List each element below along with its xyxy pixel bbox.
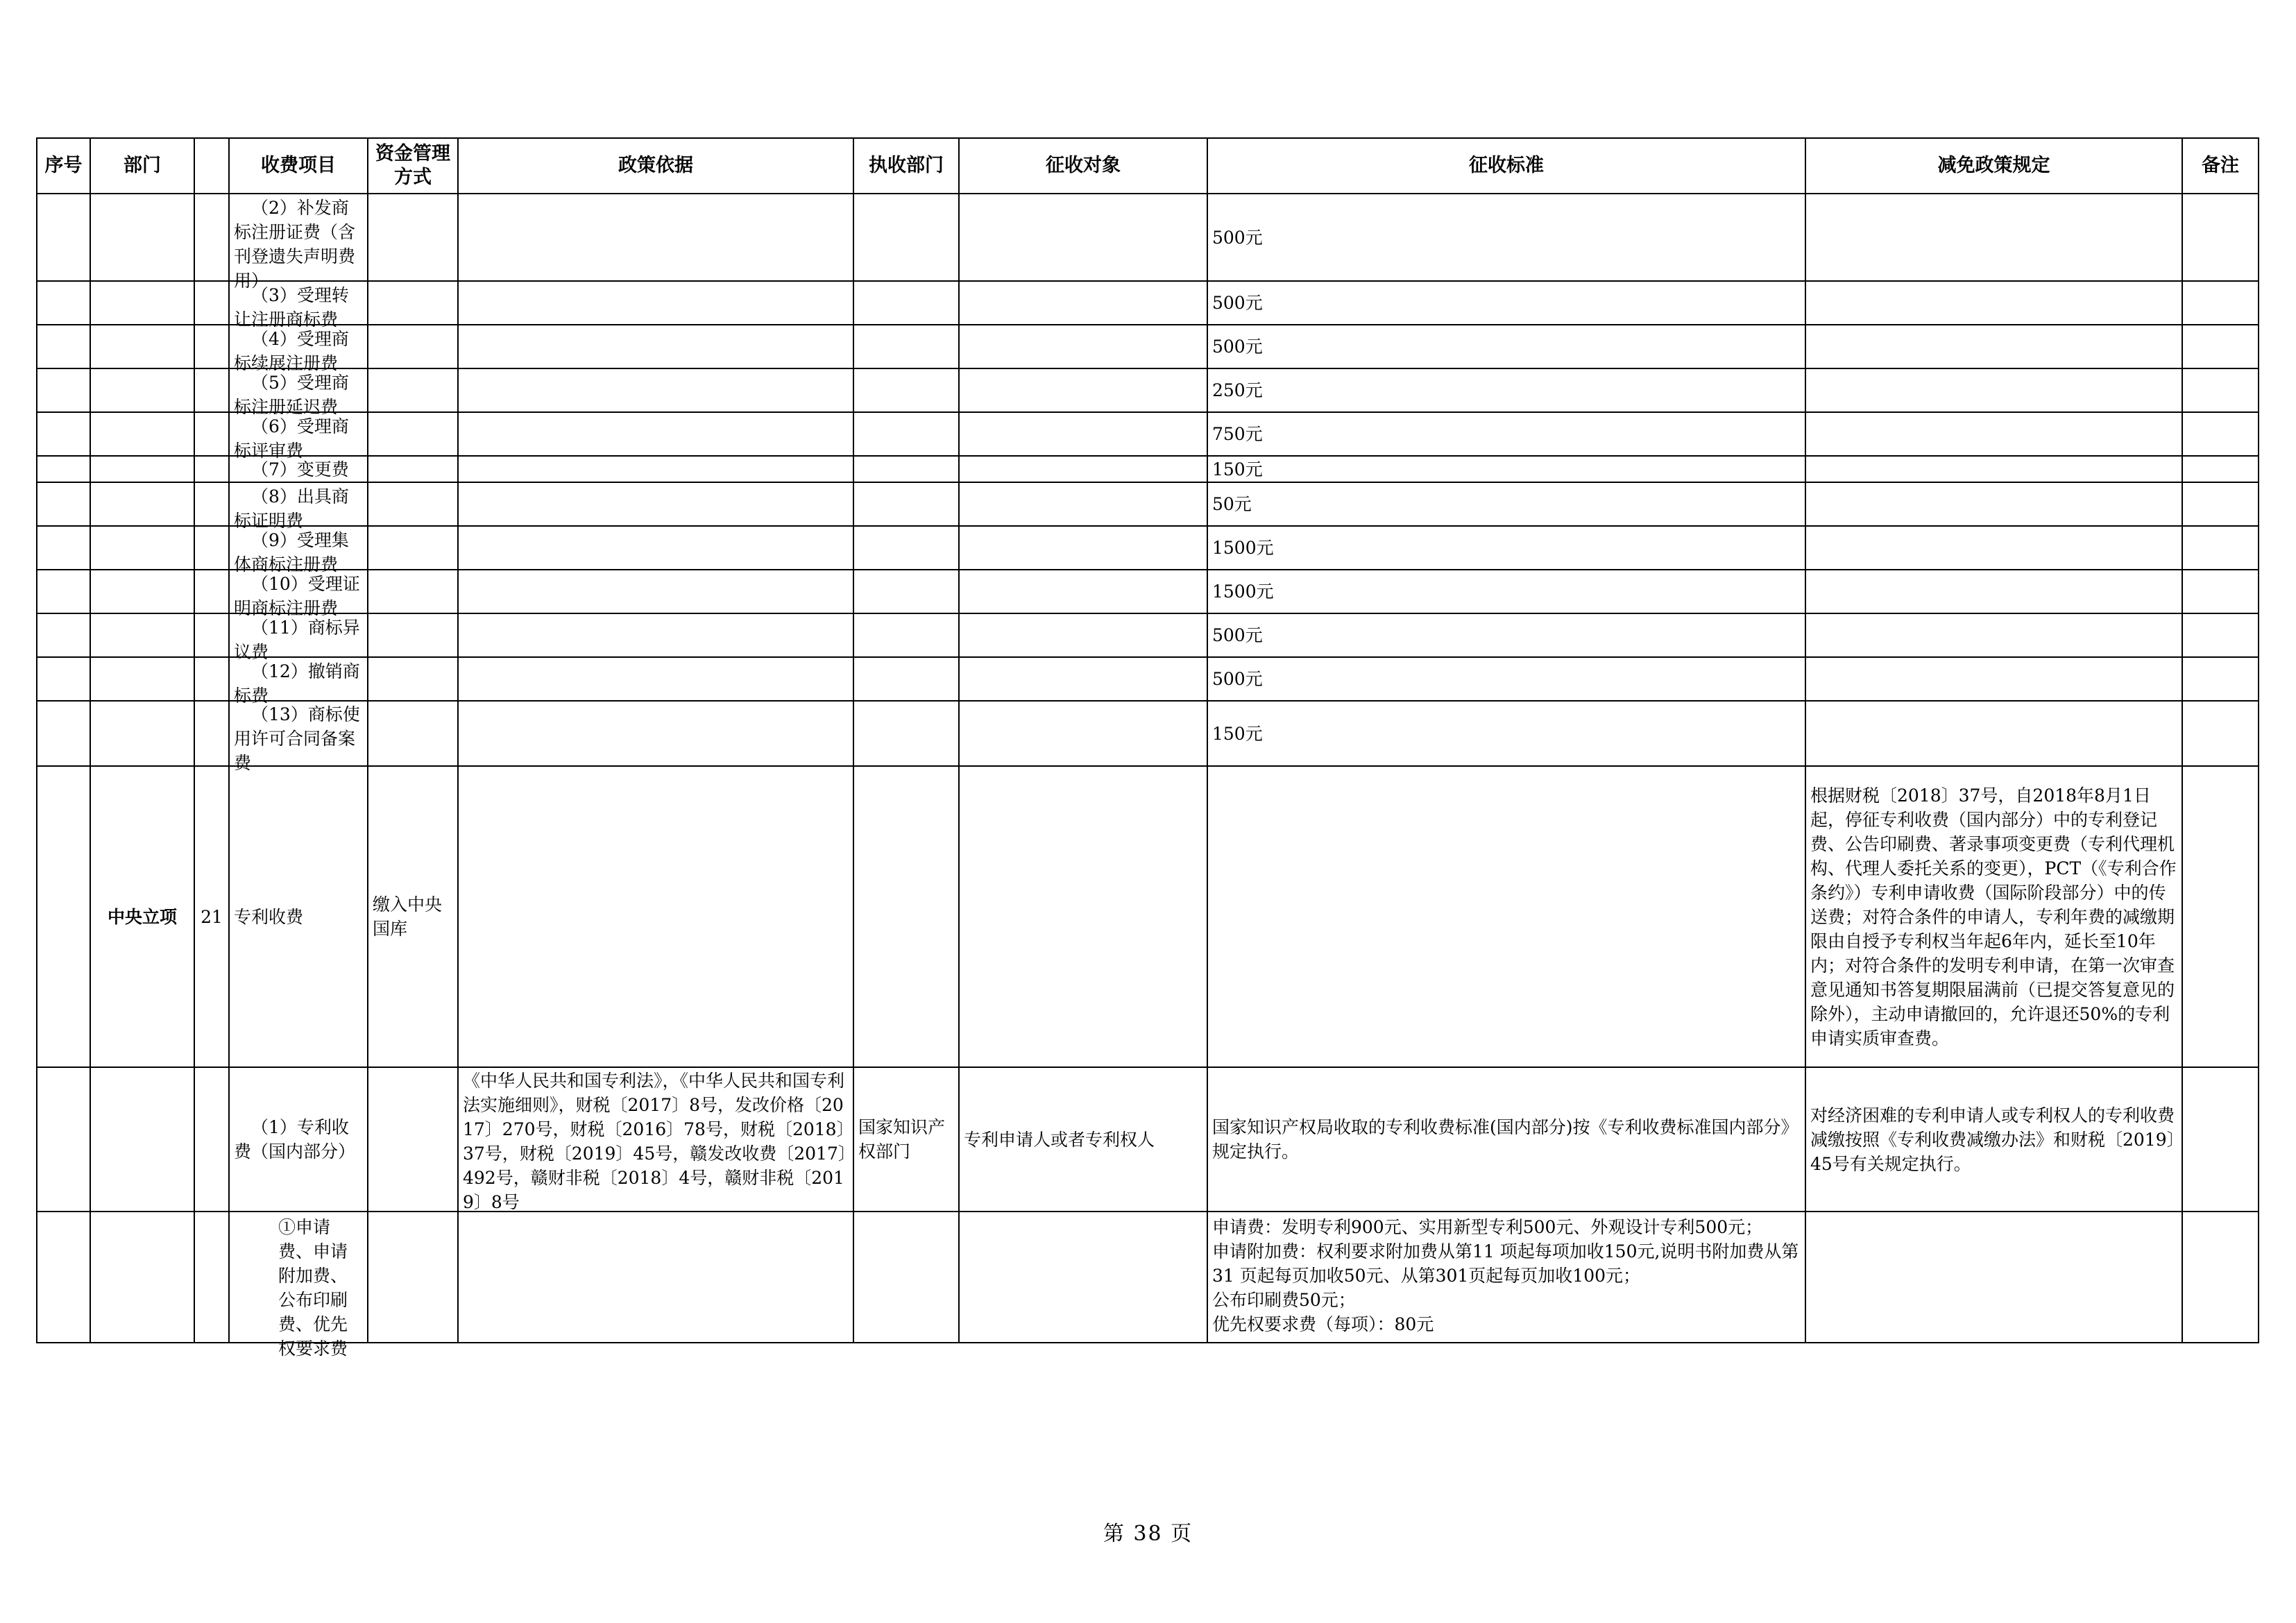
header-policy: 政策依据 [458,138,853,194]
fee-item: （4）受理商标续展注册费 [234,328,349,373]
fee-item: （3）受理转让注册商标费 [234,284,349,330]
fee-item: （10）受理证明商标注册费 [234,573,360,618]
fee-standard: 150元 [1207,701,1805,766]
fee-standard: 50元 [1207,482,1805,526]
fee-item: （13）商标使用许可合同备案费 [234,704,360,773]
fee-item: （7）变更费 [251,459,349,479]
fee-item: （1）专利收费（国内部分） [229,1067,368,1212]
table-row [37,657,2259,701]
fee-standard: 500元 [1207,657,1805,701]
collecting-agency: 国家知识产权部门 [853,1067,959,1212]
header-standard: 征收标准 [1207,138,1805,194]
fee-item: （8）出具商标证明费 [234,486,349,531]
fee-standard: 750元 [1207,412,1805,456]
table-row [37,526,2259,570]
collection-target: 专利申请人或者专利权人 [959,1067,1207,1212]
header-remark: 备注 [2182,138,2259,194]
header-dept: 部门 [90,138,194,194]
application-fee-row [37,1212,2259,1343]
standard-line: 公布印刷费50元； [1212,1289,1356,1310]
header-row [37,138,2259,194]
table-row [37,701,2259,766]
fee-standard [1212,1215,1801,1340]
fee-standard: 1500元 [1207,526,1805,570]
policy-basis: 《中华人民共和国专利法》，《中华人民共和国专利法实施细则》，财税〔2017〕8号，发改价格〔2017〕270号，财税〔2016〕78号，财税〔2018〕37号，财税〔2019〕45号，赣发改收费〔2017〕492号，赣财非税〔2018〕4号，赣财非税〔2019〕8号 [463,1071,847,1212]
header-target: 征收对象 [959,138,1207,194]
standard-line: 申请附加费：权利要求附加费从第11 项起每项加收150元,说明书附加费从第31 页起每页加收50元、从第301页起每页加收100元； [1212,1241,1799,1286]
table-row [37,412,2259,456]
header-agency: 执收部门 [853,138,959,194]
fee-item: （6）受理商标评审费 [234,416,349,461]
header-fund: 资金管理方式 [368,138,458,194]
table-row [37,482,2259,526]
table-row [37,325,2259,368]
department: 中央立项 [90,766,194,1067]
fee-item: （12）撤销商标费 [234,661,360,706]
header-item: 收费项目 [229,138,368,194]
fee-item: （5）受理商标注册延迟费 [234,372,349,417]
fee-standard: 500元 [1207,325,1805,368]
fee-table [36,137,2259,1359]
header-exemption: 减免政策规定 [1805,138,2182,194]
fee-standard: 500元 [1207,194,1805,281]
patent-fee-row [37,766,2259,1067]
standard-line: 优先权要求费（每项）：80元 [1212,1314,1434,1334]
fee-standard: 500元 [1207,613,1805,657]
fee-item: （11）商标异议费 [234,617,360,662]
standard-line: 申请费：发明专利900元、实用新型专利500元、外观设计专利500元； [1212,1216,1763,1237]
fund-management: 缴入中央国库 [368,766,458,1067]
fee-standard: 1500元 [1207,570,1805,613]
fee-standard: 150元 [1207,456,1805,482]
fee-item: 专利收费 [229,766,368,1067]
fee-standard: 250元 [1207,368,1805,412]
header-no [194,138,229,194]
table-row [37,194,2259,281]
header-seq: 序号 [37,138,90,194]
table-row [37,368,2259,412]
fee-item: （2）补发商标注册证费（含刊登遗失声明费用） [234,198,356,291]
table-row [37,570,2259,613]
table-row [37,281,2259,325]
fee-standard: 500元 [1207,281,1805,325]
exemption-policy: 对经济困难的专利申请人或专利权人的专利收费减缴按照《专利收费减缴办法》和财税〔2019〕45号有关规定执行。 [1805,1067,2182,1212]
item-number: 21 [194,766,229,1067]
fee-item: ①申请费、申请附加费、公布印刷费、优先权要求费 [278,1216,348,1359]
domestic-patent-row [37,1067,2259,1212]
table-row [37,456,2259,482]
fee-item: （9）受理集体商标注册费 [234,529,349,575]
exemption-policy: 根据财税〔2018〕37号，自2018年8月1日起，停征专利收费（国内部分）中的专利登记费、公告印刷费、著录事项变更费（专利代理机构、代理人委托关系的变更），PCT（《专利合作条约》）专利申请收费（国际阶段部分）中的传送费；对符合条件的申请人，专利年费的减缴期限由自授予专利权当年起6年内，延长至10年内；对符合条件的发明专利申请，在第一次审查意见通知书答复期限届满前（已提交答复意见的除外），主动申请撤回的，允许退还50%的专利申请实质审查费。 [1805,766,2182,1067]
fee-standard: 国家知识产权局收取的专利收费标准(国内部分)按《专利收费标准国内部分》规定执行。 [1207,1067,1805,1212]
page-number: 第 38 页 [1103,1522,1193,1546]
table-row [37,613,2259,657]
